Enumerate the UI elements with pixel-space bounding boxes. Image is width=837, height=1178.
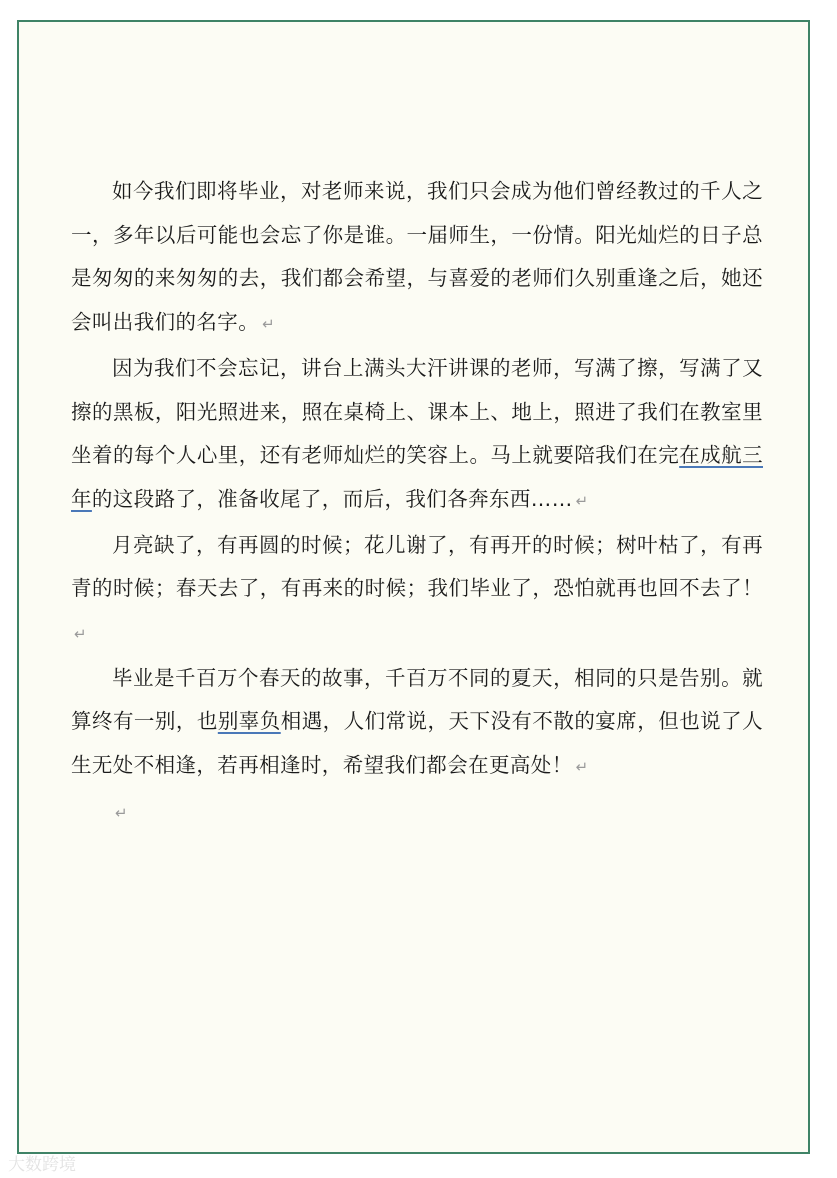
paragraph-1[interactable] xyxy=(71,170,763,347)
paragraph-mark-icon: ↵ xyxy=(115,803,128,822)
grammar-underline-text[interactable]: 别辜负 xyxy=(217,709,281,734)
paragraph-mark-icon: ↵ xyxy=(74,625,87,644)
empty-paragraph[interactable] xyxy=(71,790,763,834)
grammar-underline-text[interactable]: 在成航三年 xyxy=(71,443,763,511)
paragraph-2-text-a: 因为我们不会忘记，讲台上满头大汗讲课的老师，写满了擦，写满了又擦的黑板，阳光照进来，照在桌椅上、课本上、地上，照进了我们在教室里坐着的每个人心里，还有老师灿烂的笑容上。马上就要陪我们在完 xyxy=(71,355,763,468)
paragraph-4[interactable] xyxy=(71,657,763,790)
paragraph-4-text-a: 毕业是千百万个春天的故事，千百万不同的夏天，相同的只是告别。就算终有一别，也 xyxy=(71,665,763,734)
paragraph-mark-icon: ↵ xyxy=(575,491,589,510)
paragraph-1-text: 如今我们即将毕业，对老师来说，我们只会成为他们曾经教过的千人之一，多年以后可能也会忘了你是谁。一届师生，一份情。阳光灿烂的日子总是匆匆的来匆匆的去，我们都会希望，与喜爱的老师们久别重逢之后，她还会叫出我们的名字。 xyxy=(71,179,763,335)
paragraph-2-text-b: 的这段路了，准备收尾了，而后，我们各奔东西…… xyxy=(91,486,573,511)
paragraph-4-text-b: 相遇，人们常说，天下没有不散的宴席，但也说了人生无处不相逢，若再相逢时，希望我们都会在更高处！ xyxy=(71,709,764,778)
document-page[interactable] xyxy=(17,20,810,1154)
paragraph-3[interactable] xyxy=(71,524,763,657)
paragraph-mark-icon: ↵ xyxy=(262,315,275,334)
paragraph-mark-icon: ↵ xyxy=(575,758,589,777)
watermark-logo: 大数跨境 xyxy=(8,1155,76,1175)
paragraph-3-text: 月亮缺了，有再圆的时候；花儿谢了，有再开的时候；树叶枯了，有再青的时候；春天去了，有再来的时候；我们毕业了，恐怕就再也回不去了！ xyxy=(71,532,763,601)
paragraph-2[interactable] xyxy=(71,347,763,524)
document-body[interactable] xyxy=(71,170,763,834)
